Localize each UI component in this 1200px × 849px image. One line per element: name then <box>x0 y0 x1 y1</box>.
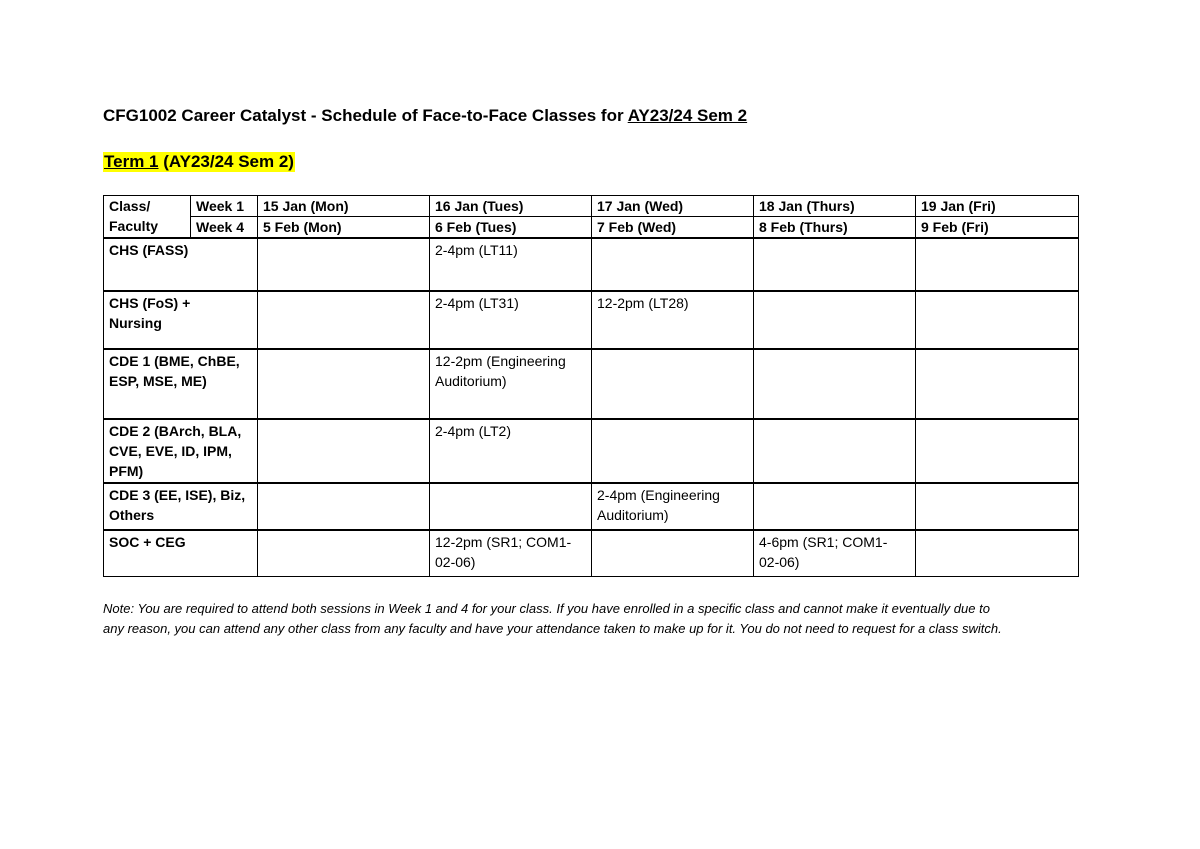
session-text: 12-2pm (SR1; COM1- <box>435 534 572 550</box>
schedule-table <box>103 195 1079 577</box>
header-faculty-label: Faculty <box>109 218 159 234</box>
header-day-thu-week1: 18 Jan (Thurs) <box>754 196 916 217</box>
session-cell-tue <box>430 530 592 576</box>
session-cell-tue <box>430 238 592 291</box>
session-text: 2-4pm (LT2) <box>435 423 511 439</box>
note-line: any reason, you can attend any other class from any faculty and have your attendance taken to make up for it. You do not need to request for a class switch. <box>103 621 1002 636</box>
session-cell-thu <box>754 291 916 349</box>
class-line: CDE 3 (EE, ISE), Biz, <box>109 487 246 503</box>
session-text: 4-6pm (SR1; COM1- <box>759 534 888 550</box>
class-line: PFM) <box>109 463 144 479</box>
header-row-week1 <box>104 196 1079 217</box>
table-row <box>104 483 1079 530</box>
table-row <box>104 349 1079 419</box>
class-line: CHS (FASS) <box>109 242 189 258</box>
header-week1: Week 1 <box>191 196 258 217</box>
session-cell-thu <box>754 419 916 483</box>
session-cell-fri <box>916 291 1079 349</box>
title-main: CFG1002 Career Catalyst - Schedule of Face-to-Face Classes for <box>103 106 628 125</box>
table-row <box>104 238 1079 291</box>
session-cell-mon <box>258 483 430 530</box>
session-cell-fri <box>916 349 1079 419</box>
attendance-note <box>103 599 1103 639</box>
session-cell-tue <box>430 483 592 530</box>
session-text: 02-06) <box>759 554 800 570</box>
term-heading <box>103 152 295 172</box>
session-cell-mon <box>258 419 430 483</box>
session-cell-mon <box>258 349 430 419</box>
session-cell-tue <box>430 349 592 419</box>
session-cell-fri <box>916 238 1079 291</box>
session-cell-wed <box>592 483 754 530</box>
session-text: 02-06) <box>435 554 476 570</box>
session-text: Auditorium) <box>597 507 669 523</box>
session-text: Auditorium) <box>435 373 507 389</box>
header-week4: Week 4 <box>191 217 258 239</box>
session-cell-thu <box>754 238 916 291</box>
title-semester: AY23/24 Sem 2 <box>627 106 748 125</box>
session-cell-fri <box>916 419 1079 483</box>
session-cell-fri <box>916 483 1079 530</box>
class-cell <box>104 238 258 291</box>
session-cell-wed <box>592 238 754 291</box>
term-label: Term 1 <box>104 152 159 171</box>
session-cell-fri <box>916 530 1079 576</box>
header-day-mon-week1: 15 Jan (Mon) <box>258 196 430 217</box>
session-cell-thu <box>754 483 916 530</box>
session-cell-wed <box>592 291 754 349</box>
note-line: Note: You are required to attend both sessions in Week 1 and 4 for your class. If you have enrolled in a specific class and cannot make it eventually due to <box>103 601 990 616</box>
session-cell-wed <box>592 419 754 483</box>
class-cell <box>104 530 258 576</box>
header-row-week4 <box>104 217 1079 239</box>
table-row <box>104 419 1079 483</box>
session-cell-wed <box>592 349 754 419</box>
table-row <box>104 530 1079 576</box>
table-row <box>104 291 1079 349</box>
class-line: CVE, EVE, ID, IPM, <box>109 443 232 459</box>
session-text: 2-4pm (LT11) <box>435 242 518 258</box>
header-class-faculty <box>104 196 191 239</box>
session-text: 2-4pm (Engineering <box>597 487 720 503</box>
class-line: Others <box>109 507 155 523</box>
header-day-tue-week4: 6 Feb (Tues) <box>430 217 592 239</box>
session-cell-thu <box>754 530 916 576</box>
session-cell-tue <box>430 419 592 483</box>
class-line: CHS (FoS) + <box>109 295 191 311</box>
class-line: CDE 2 (BArch, BLA, <box>109 423 242 439</box>
class-line: SOC + CEG <box>109 534 186 550</box>
header-day-wed-week1: 17 Jan (Wed) <box>592 196 754 217</box>
term-detail: (AY23/24 Sem 2) <box>158 152 294 171</box>
session-cell-mon <box>258 291 430 349</box>
header-class-label: Class/ <box>109 198 151 214</box>
header-day-mon-week4: 5 Feb (Mon) <box>258 217 430 239</box>
class-cell <box>104 483 258 530</box>
class-line: Nursing <box>109 315 162 331</box>
session-cell-thu <box>754 349 916 419</box>
session-text: 12-2pm (LT28) <box>597 295 689 311</box>
session-cell-wed <box>592 530 754 576</box>
class-cell <box>104 419 258 483</box>
header-day-tue-week1: 16 Jan (Tues) <box>430 196 592 217</box>
session-text: 2-4pm (LT31) <box>435 295 519 311</box>
header-day-thu-week4: 8 Feb (Thurs) <box>754 217 916 239</box>
header-day-fri-week1: 19 Jan (Fri) <box>916 196 1079 217</box>
session-cell-tue <box>430 291 592 349</box>
class-cell <box>104 349 258 419</box>
class-cell <box>104 291 258 349</box>
document-title <box>103 106 747 126</box>
class-line: CDE 1 (BME, ChBE, <box>109 353 240 369</box>
session-cell-mon <box>258 530 430 576</box>
session-cell-mon <box>258 238 430 291</box>
session-text: 12-2pm (Engineering <box>435 353 566 369</box>
header-day-fri-week4: 9 Feb (Fri) <box>916 217 1079 239</box>
class-line: ESP, MSE, ME) <box>109 373 207 389</box>
header-day-wed-week4: 7 Feb (Wed) <box>592 217 754 239</box>
